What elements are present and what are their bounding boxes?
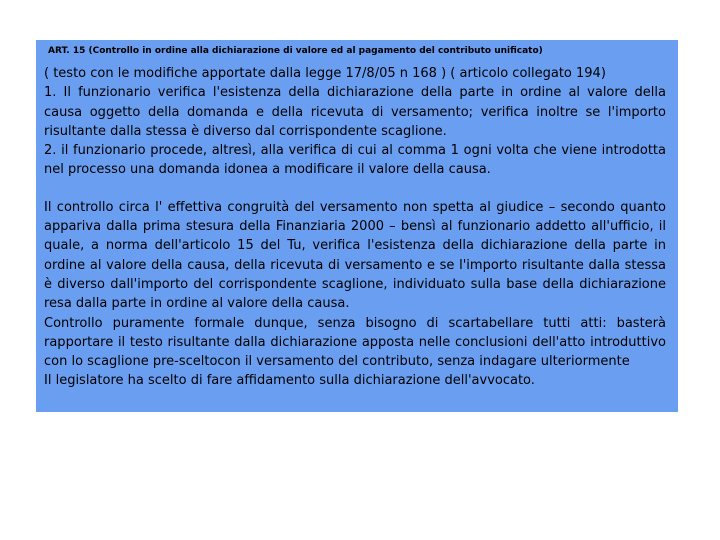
paragraph-comma-2: 2. il funzionario procede, altresì, alla verifica di cui al comma 1 ogni volta che viene introdotta nel processo una domanda idonea a modificare il valore della causa. xyxy=(44,143,666,178)
amendment-note: ( testo con le modifiche apportate dalla legge 17/8/05 n 168 ) ( articolo collegato 194) xyxy=(44,66,606,81)
paragraph-formal-check: Controllo puramente formale dunque, senza bisogno di scartabellare tutti atti: basterà rapportare il testo risultante dalla dichiarazione apposta nelle conclusioni dell'atto introduttivo con lo scaglione pre-sceltocon il versamento del contributo, senza indagare ulteriormente xyxy=(44,315,666,370)
slide-text-box xyxy=(36,40,678,412)
paragraph-comma-1: 1. Il funzionario verifica l'esistenza della dichiarazione della parte in ordine al valore della causa oggetto della domanda e della ricevuta di versamento; verifica inoltre se l'importo risultante dalla stessa è diverso dal corrispondente scaglione. xyxy=(44,85,666,139)
paragraph-commentary: Il controllo circa l' effettiva congruità del versamento non spetta al giudice – secondo quanto appariva dalla prima stesura della Finanziaria 2000 – bensì al funzionario addetto all'ufficio, il quale, a norma dell'articolo 15 del Tu, verifica l'esistenza della dichiarazione della parte in ordine al valore della causa, della ricevuta di versamento e se l'importo risultante dalla stessa è diverso dall'importo del corrispondente scaglione, individuato sulla base della dichiarazione resa dalla parte in ordine al valore della causa. xyxy=(44,199,666,312)
paragraph-spacer xyxy=(44,180,666,198)
article-title: ART. 15 (Controllo in ordine alla dichiarazione di valore ed al pagamento del contributo unificato) xyxy=(48,46,543,56)
paragraph-conclusion: Il legislatore ha scelto di fare affidamento sulla dichiarazione dell'avvocato. xyxy=(44,373,535,389)
